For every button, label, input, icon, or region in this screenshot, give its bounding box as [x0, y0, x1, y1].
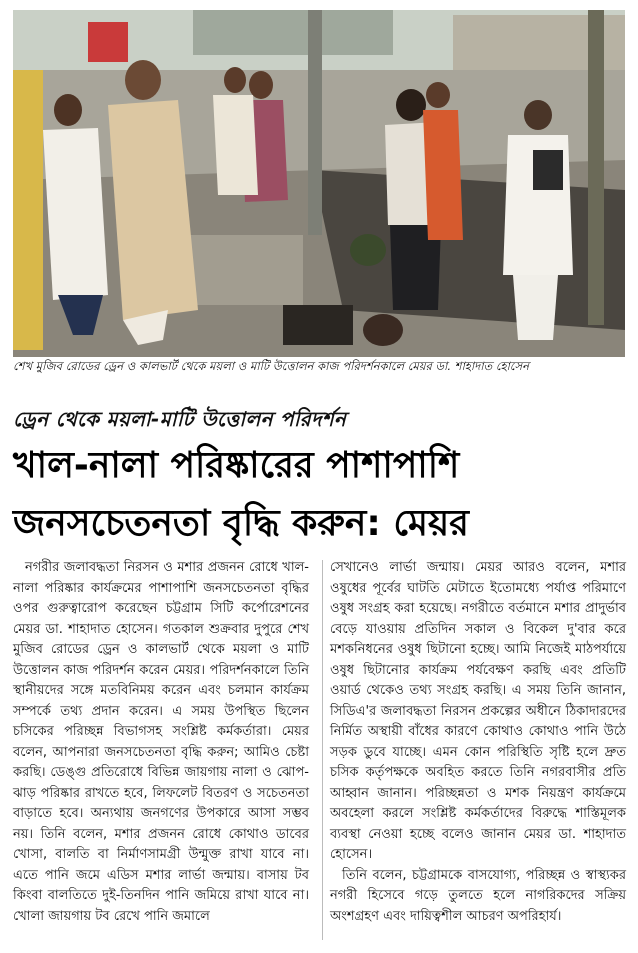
article-paragraph: সেখানেও লার্ভা জন্মায়। মেয়র আরও বলেন, মশার ওষুধের পূর্বের ঘাটতি মেটাতে ইতোমধ্যে পর্যাপ্ত পরিমাণে ওষুধ সংগ্রহ করা হয়েছে। নগরীতে বর্তমানে মশার প্রাদুর্ভাব বেড়ে যাওয়ায় প্রতিদিন সকাল ও বিকেল দু'বার করে মশকনিধনের ওষুধ ছিটানো হচ্ছে। আমি নিজেই মাঠপর্যায়ে ওষুধ ছিটানোর কার্যক্রম পর্যবেক্ষণ করছি এবং প্রতিটি ওয়ার্ড থেকেও তথ্য সংগ্রহ করছি। এ সময় তিনি জানান, সিডিএ'র জলাবদ্ধতা নিরসন প্রকল্পের অধীনে ঠিকাদারদের নির্মিত অস্থায়ী বাঁধের কারণে কোথাও কোথাও পানি উঠে সড়ক ডুবে যাচ্ছে। এমন কোন পরিস্থিতি সৃষ্টি হলে দ্রুত চসিক কর্তৃপক্ষকে অবহিত করতে তিনি নগরবাসীর প্রতি আহ্বান জানান। পরিচ্ছন্নতা ও মশক নিয়ন্ত্রণ কার্যক্রমে অবহেলা করলে সংশ্লিষ্ট কর্মকর্তাদের বিরুদ্ধে শাস্তিমূলক ব্যবস্থা নেওয়া হচ্ছে বলেও জানান মেয়র ডা. শাহাদাত হোসেন।	[330, 560, 626, 862]
headline-line-2: জনসচেতনতা বৃদ্ধি করুন: মেয়র	[13, 503, 469, 544]
news-photo-icon	[13, 10, 625, 357]
photo-caption: শেখ মুজিব রোডের ড্রেন ও কালভার্ট থেকে ময়লা ও মাটি উত্তোলন কাজ পরিদর্শনকালে মেয়র ডা. শাহাদাত হোসেন	[13, 359, 529, 373]
news-photo	[13, 10, 625, 357]
article-column-right	[330, 558, 626, 927]
headline-line-1: খাল-নালা পরিষ্কারের পাশাপাশি	[13, 445, 460, 486]
article-column-left	[13, 558, 309, 927]
article-paragraph: তিনি বলেন, চট্টগ্রামকে বাসযোগ্য, পরিচ্ছন্ন ও স্বাস্থ্যকর নগরী হিসেবে গড়ে তুলতে হলে নাগরিকদের সক্রিয় অংশগ্রহণ এবং দায়িত্বশীল আচরণ অপরিহার্য।	[330, 867, 626, 924]
kicker-subheadline: ড্রেন থেকে ময়লা-মাটি উত্তোলন পরিদর্শন	[13, 407, 347, 431]
column-divider	[322, 560, 323, 940]
article-paragraph: নগরীর জলাবদ্ধতা নিরসন ও মশার প্রজনন রোধে খাল-নালা পরিষ্কার কার্যক্রমের পাশাপাশি জনসচেতনতা বৃদ্ধির ওপর গুরুত্বারোপ করেছেন চট্টগ্রাম সিটি কর্পোরেশনের মেয়র ডা. শাহাদাত হোসেন। গতকাল শুক্রবার দুপুরে শেখ মুজিব রোডের ড্রেন ও কালভার্ট থেকে ময়লা ও মাটি উত্তোলন কাজ পরিদর্শন করেন মেয়র। পরিদর্শনকালে তিনি স্থানীয়দের সঙ্গে মতবিনিময় করেন এবং চলমান কার্যক্রম সম্পর্কে তথ্য প্রদান করেন। এ সময় উপস্থিত ছিলেন চসিকের পরিচ্ছন্ন বিভাগসহ সংশ্লিষ্ট কর্মকর্তারা। মেয়র বলেন, আপনারা জনসচেতনতা বৃদ্ধি করুন; আমিও চেষ্টা করছি। ডেঙ্গু প্রতিরোধে বিভিন্ন জায়গায় নালা ও ঝোপ-ঝাড় পরিষ্কার রাখতে হবে, লিফলেট বিতরণ ও সচেতনতা বাড়াতে হবে। অন্যথায় জনগণের উপকারে আসা সম্ভব নয়। তিনি বলেন, মশার প্রজনন রোধে কোথাও ডাবের খোসা, বালতি বা নির্মাণসামগ্রী উন্মুক্ত রাখা যাবে না। এতে পানি জমে এডিস মশার লার্ভা জন্মায়। বাসায় টব কিংবা বালতিতে দুই-তিনদিন পানি জমিয়ে রাখা যাবে না। খোলা জায়গায় টব রেখে পানি জমালে	[13, 560, 309, 924]
